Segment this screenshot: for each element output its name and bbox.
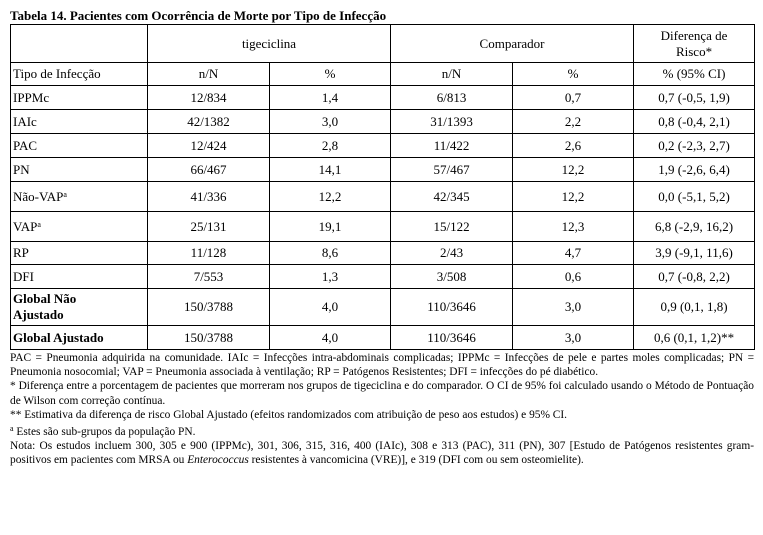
header-comp-nN: n/N: [391, 63, 513, 86]
row-tige-nN: 12/424: [148, 134, 270, 158]
table-row: [11, 110, 755, 134]
row-tige-nN: 11/128: [148, 242, 270, 265]
row-comp-pct: 2,2: [513, 110, 634, 134]
table-row: [11, 326, 755, 350]
row-diff: 0,2 (-2,3, 2,7): [634, 134, 755, 158]
row-tige-pct: 12,2: [270, 182, 391, 212]
row-comp-pct: 12,2: [513, 182, 634, 212]
header-row-groups: [11, 25, 755, 63]
row-type: [11, 86, 148, 110]
row-comp-pct: 4,7: [513, 242, 634, 265]
row-comp-nN: 2/43: [391, 242, 513, 265]
row-type-label: Não-VAP: [13, 188, 64, 204]
row-type: [11, 182, 148, 212]
row-comp-nN: 3/508: [391, 265, 513, 289]
row-tige-nN: 25/131: [148, 212, 270, 242]
row-tige-pct: 4,0: [270, 326, 391, 350]
row-tige-nN: 66/467: [148, 158, 270, 182]
mortality-table: [10, 24, 755, 350]
row-diff: 0,0 (-5,1, 5,2): [634, 182, 755, 212]
row-tige-pct: 4,0: [270, 289, 391, 326]
header-group-tigeciclina: tigeciclina: [148, 25, 391, 63]
table-row: [11, 242, 755, 265]
footnote-note-italic: Enterococcus: [187, 454, 249, 467]
footnotes: [10, 351, 754, 468]
row-comp-pct: 3,0: [513, 289, 634, 326]
row-tige-pct: 1,4: [270, 86, 391, 110]
row-type-label: IPPMc: [13, 89, 50, 105]
row-comp-nN: 57/467: [391, 158, 513, 182]
header-blank-cell: [11, 25, 148, 63]
row-comp-pct: 0,6: [513, 265, 634, 289]
footnote-abbreviations: PAC = Pneumonia adquirida na comunidade. IAIc = Infecções intra-abdominais complicadas; IPPMc = Infecções de pele e partes moles complicadas; PN = Pneumonia nosocomial; VAP = Pneumonia associada à ventilação; RP = Patógenos Resistentes; DFI = infecções do pé diabético.: [10, 352, 754, 379]
footnote-double-star: ** Estimativa da diferença de risco Global Ajustado (efeitos randomizados com atribuição de peso aos estudos) e 95% CI.: [10, 408, 568, 421]
table-row: [11, 86, 755, 110]
header-row-columns: [11, 63, 755, 86]
row-tige-pct: 19,1: [270, 212, 391, 242]
row-tige-pct: 2,8: [270, 134, 391, 158]
table-title: Tabela 14. Pacientes com Ocorrência de Morte por Tipo de Infecção: [10, 8, 387, 23]
row-type-superscript: a: [63, 189, 67, 199]
row-type: [11, 289, 148, 326]
row-type: [11, 110, 148, 134]
row-type-label: RP: [13, 245, 29, 260]
row-diff: 0,8 (-0,4, 2,1): [634, 110, 755, 134]
header-risk-difference-line2: Risco*: [675, 43, 713, 59]
row-tige-pct: 1,3: [270, 265, 391, 289]
footnote-subgroups-text: Estes são sub-grupos da população PN.: [13, 426, 196, 439]
header-tige-pct: %: [270, 63, 391, 86]
row-comp-nN: 15/122: [391, 212, 513, 242]
row-tige-nN: 12/834: [148, 86, 270, 110]
footnote-subgroups: [10, 425, 754, 439]
row-tige-nN: 150/3788: [148, 289, 270, 326]
row-comp-nN: 110/3646: [391, 289, 513, 326]
row-diff: 1,9 (-2,6, 6,4): [634, 158, 755, 182]
row-type-label: DFI: [13, 268, 34, 284]
header-ci: % (95% CI): [634, 63, 755, 86]
row-comp-pct: 3,0: [513, 326, 634, 350]
footnote-note-post: resistentes à vancomicina (VRE)], e 319 (DFI com ou sem osteomielite).: [248, 454, 584, 467]
row-comp-pct: 0,7: [513, 86, 634, 110]
row-comp-pct: 12,3: [513, 212, 634, 242]
row-type: [11, 265, 148, 289]
row-type: [11, 158, 148, 182]
table-row: [11, 158, 755, 182]
row-diff: 0,7 (-0,8, 2,2): [634, 265, 755, 289]
footnote-note-pre: Nota: Os estudos incluem 300, 305 e 900 (IPPMc), 301, 306, 315, 316, 400 (IAIc), 308 e 313 (PAC), 311 (PN), 307 [Estudo de Patógenos resistentes gram-positivos em pacientes com MRSA ou: [10, 440, 754, 467]
row-type: [11, 326, 148, 350]
row-type-line2: Ajustado: [13, 307, 64, 322]
row-comp-nN: 6/813: [391, 86, 513, 110]
row-tige-nN: 150/3788: [148, 326, 270, 350]
table-row: [11, 182, 755, 212]
header-tige-nN: n/N: [148, 63, 270, 86]
header-group-comparador: Comparador: [391, 25, 634, 63]
row-comp-pct: 2,6: [513, 134, 634, 158]
row-tige-pct: 3,0: [270, 110, 391, 134]
footnote-star: * Diferença entre a porcentagem de pacientes que morreram nos grupos de tigeciclina e do comparador. O CI de 95% foi calculado usando o Método de Pontuação de Wilson com correção contínua.: [10, 380, 754, 407]
row-diff: 0,6 (0,1, 1,2)**: [634, 326, 755, 350]
row-tige-pct: 8,6: [270, 242, 391, 265]
row-diff: 0,7 (-0,5, 1,9): [634, 86, 755, 110]
row-type-label: Global Ajustado: [13, 329, 104, 345]
table-row: [11, 212, 755, 242]
row-comp-nN: 42/345: [391, 182, 513, 212]
table-row: [11, 134, 755, 158]
row-comp-nN: 110/3646: [391, 326, 513, 350]
row-type-label: PN: [13, 161, 30, 177]
row-comp-pct: 12,2: [513, 158, 634, 182]
row-type-label: IAIc: [13, 113, 37, 129]
row-type-label: PAC: [13, 137, 38, 153]
row-comp-nN: 31/1393: [391, 110, 513, 134]
table-row: [11, 289, 755, 326]
row-type: [11, 242, 148, 265]
row-type-superscript: a: [37, 219, 41, 229]
row-diff: 3,9 (-9,1, 11,6): [634, 242, 755, 265]
header-risk-difference-line1: Diferença de: [660, 27, 728, 43]
row-tige-nN: 41/336: [148, 182, 270, 212]
row-comp-nN: 11/422: [391, 134, 513, 158]
header-comp-pct: %: [513, 63, 634, 86]
row-diff: 0,9 (0,1, 1,8): [634, 289, 755, 326]
footnote-subgroups-mark: a: [10, 424, 14, 434]
header-infection-type: Tipo de Infecção: [11, 63, 148, 86]
row-tige-pct: 14,1: [270, 158, 391, 182]
row-type-label: VAP: [13, 218, 38, 234]
row-diff: 6,8 (-2,9, 16,2): [634, 212, 755, 242]
document: [10, 8, 754, 468]
row-type: [11, 212, 148, 242]
footnote-note: [10, 439, 754, 467]
row-tige-nN: 42/1382: [148, 110, 270, 134]
row-tige-nN: 7/553: [148, 265, 270, 289]
table-row: [11, 265, 755, 289]
row-type: [11, 134, 148, 158]
row-type-line1: Global Não: [13, 291, 77, 306]
header-risk-difference: [634, 25, 755, 63]
